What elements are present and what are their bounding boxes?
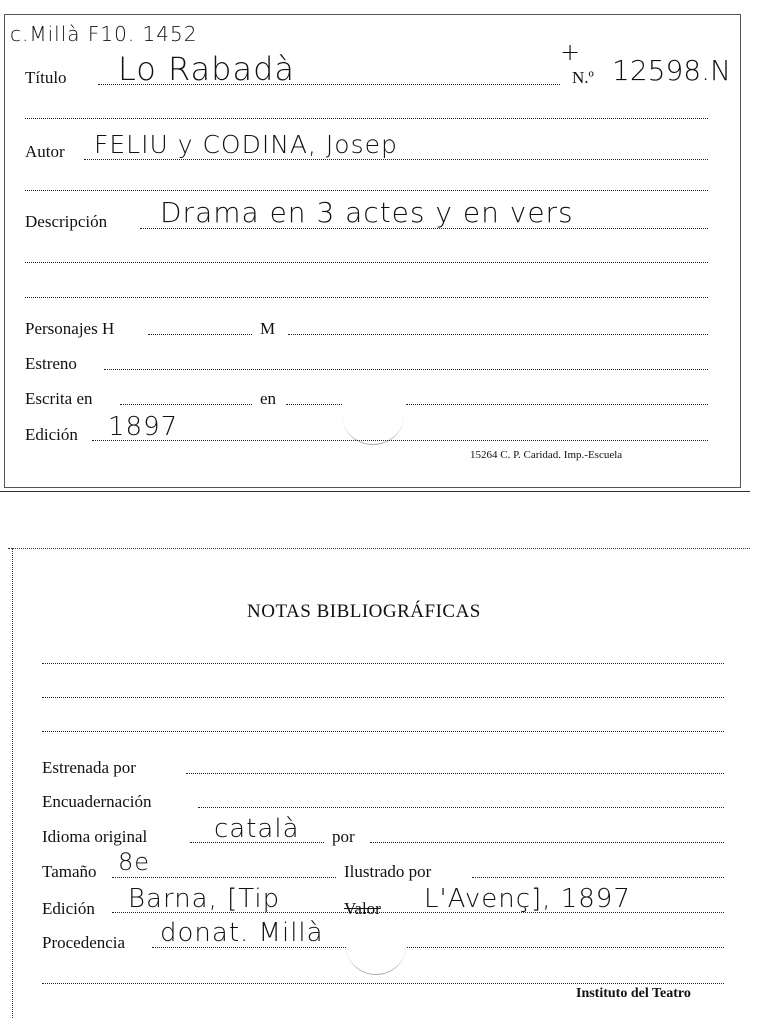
tamano-line [112,877,336,878]
notas-line-2 [42,697,724,698]
num-value: 12598.N [612,54,731,87]
escrita-en-line [286,404,342,405]
estrenada-label: Estrenada por [42,758,136,777]
autor-value: FELIU y CODINA, Josep [94,130,398,159]
escrita-en-line-b [406,404,708,405]
en-label: en [260,389,277,408]
punch-hole [342,386,404,445]
edicion-line [92,440,708,441]
edicion2-value-b: L'Avenç], 1897 [424,884,631,914]
estrenada-line [186,773,724,774]
edicion-value: 1897 [108,412,179,442]
notas-final-line [42,983,724,984]
escrita-line [120,404,252,405]
footer-instituto: Instituto del Teatro [576,986,691,1001]
edicion2-label: Edición [42,899,95,918]
descripcion-line-2 [25,262,708,263]
estreno-line [104,369,708,370]
edicion-label: Edición [25,425,78,444]
encuadernacion-label: Encuadernación [42,792,152,811]
procedencia-value: donat. Millà [160,918,324,948]
valor-label: Valor [344,899,381,918]
titulo-line-2 [25,118,708,119]
titulo-label: Título [25,68,67,87]
num-label: N.º [572,68,594,87]
personajes-m-line [288,334,708,335]
por-label: por [332,827,355,846]
escrita-label: Escrita en [25,389,93,408]
tamano-value: 8e [118,848,151,876]
personajes-h-line [148,334,252,335]
por-line [370,842,724,843]
ilustrado-label: Ilustrado por [344,862,432,881]
personajes-label: Personajes H [25,319,115,338]
top-note: c.Millà F10. 1452 [10,22,198,46]
notas-line-3 [42,731,724,732]
idioma-label: Idioma original [42,827,148,846]
footer-print: 15264 C. P. Caridad. Imp.-Escuela [470,449,623,461]
descripcion-value: Drama en 3 actes y en vers [160,196,574,229]
num-mark: + [560,38,582,66]
autor-line-2 [25,190,708,191]
estreno-label: Estreno [25,354,77,373]
m-label: M [260,319,276,338]
autor-label: Autor [25,142,65,161]
descripcion-label: Descripción [25,212,108,231]
procedencia-label: Procedencia [42,933,126,952]
ilustrado-line [472,877,724,878]
notas-line-1 [42,663,724,664]
titulo-value: Lo Rabadà [118,50,295,88]
tamano-label: Tamaño [42,862,97,881]
card-top-bottom-rule [0,491,750,492]
card-bottom-left-edge [12,548,13,1018]
idioma-value: català [214,814,300,844]
punch-hole-2 [346,916,406,975]
encuadernacion-line [198,807,724,808]
descripcion-line-3 [25,297,708,298]
edicion2-value-a: Barna, [Tip [128,884,281,914]
card-bottom-top-rule [8,548,750,549]
autor-line [84,159,708,160]
notas-heading: NOTAS BIBLIOGRÁFICAS [247,601,481,622]
